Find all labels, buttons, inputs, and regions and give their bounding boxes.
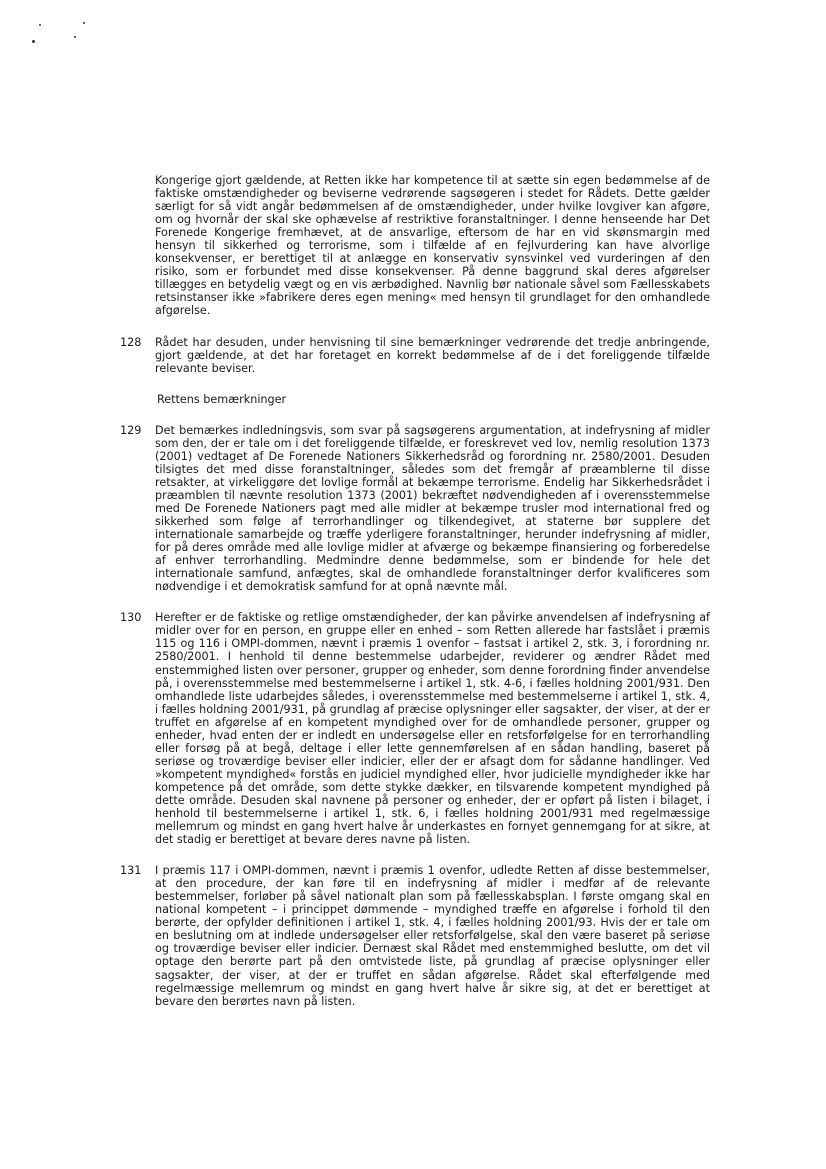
paragraph-129	[120, 424, 710, 594]
paragraph-text: Det bemærkes indledningsvis, som svar på sagsøgerens argumentation, at indefrysning af midler som den, der er tale om i det foreliggende tilfælde, er foreskrevet ved lov, nemlig resolution 1373 (2001) vedtaget af De Forenede Nationers Sikkerhedsråd og forordning nr. 2580/2001. Desuden tilsigtes det med disse foranstaltninger, således som det fremgår af præamblerne til disse retsakter, at virkeliggøre det lovlige formål at bekæmpe terrorisme. Endelig har Sikkerhedsrådet i præamblen til nævnte resolution 1373 (2001) bekræftet nødvendigheden af i overensstemmelse med De Forenede Nationers pagt med alle midler at bekæmpe trusler mod international fred og sikkerhed som følge af terrorhandlinger og tilkendegivet, at staterne bør supplere det internationale samarbejde og træffe yderligere foranstaltninger, herunder indefrysning af midler, for på deres område med alle lovlige midler at afværge og bekæmpe finansiering og forberedelse af enhver terrorhandling. Medmindre denne bedømmelse, som er bindende for hele det internationale samfund, anfægtes, skal de omhandlede foranstaltninger derfor kvalificeres som nødvendige i et demokratisk samfund for at opnå nævnte mål.	[155, 423, 710, 594]
paragraph-number: 129	[120, 423, 142, 437]
paragraph-number: 130	[120, 611, 142, 625]
paragraph-text: Herefter er de faktiske og retlige omstændigheder, der kan påvirke anvendelsen af indefrysning af midler over for en person, en gruppe eller en enhed – som Retten allerede har fastslået i præmis 115 og 116 i OMPI-dommen, nævnt i præmis 1 ovenfor – fastsat i artikel 2, stk. 3, i forordning nr. 2580/2001. I henhold til denne bestemmelse udarbejder, reviderer og ændrer Rådet med enstemmighed listen over personer, grupper og enheder, som denne forordning finder anvendelse på, i overensstemmelse med bestemmelserne i artikel 1, stk. 4-6, i fælles holdning 2001/931. Den omhandlede liste udarbejdes således, i overensstemmelse med bestemmelserne i artikel 1, stk. 4, i fælles holdning 2001/931, på grundlag af præcise oplysninger eller sagsakter, der viser, at der er truffet en afgørelse af en kompetent myndighed over for de omhandlede personer, grupper og enheder, hvad enten der er indledt en undersøgelse eller en retsforfølgelse for en terrorhandling eller forsøg på at begå, deltage i eller lette gennemførelsen af en sådan handling, baseret på seriøse og troværdige beviser eller indicier, eller der er afsagt dom for sådanne handlinger. Ved »kompetent myndighed« forstås en judiciel myndighed eller, hvor judicielle myndigheder ikke har kompetence på det område, som dette stykke dækker, en tilsvarende kompetent myndighed på dette område. Desuden skal navnene på personer og enheder, der er opført på listen i bilaget, i henhold til bestemmelserne i artikel 1, stk. 6, i fælles holdning 2001/931 med regelmæssige mellemrum og mindst en gang hvert halve år underkastes en fornyet gennemgang for at sikre, at det stadig er berettiget at bevare deres navne på listen.	[155, 611, 710, 847]
scan-speck	[39, 24, 41, 26]
paragraph-130	[120, 611, 710, 846]
paragraph-number: 128	[120, 335, 142, 349]
paragraph-number: 131	[120, 864, 142, 878]
paragraph-128	[120, 336, 710, 375]
paragraph-text: Kongerige gjort gældende, at Retten ikke har kompetence til at sætte sin egen bedømmelse af de faktiske omstændigheder og beviserne vedrørende sagsøgeren i stedet for Rådets. Dette gælder særligt for så vidt angår bedømmelsen af de omstændigheder, under hvilke lovgiver kan afgøre, om og hvornår der skal ske ophævelse af restriktive foranstaltninger. I denne henseende har Det Forenede Kongerige fremhævet, at de ansvarlige, eftersom de har en vid skønsmargin med hensyn til sikkerhed og terrorisme, som i tilfælde af en fejlvurdering kan have alvorlige konsekvenser, er berettiget til at anlægge en konservativ synsvinkel ved vurderingen af den risiko, som er forbundet med disse konsekvenser. På denne baggrund skal deres afgørelser tillægges en betydelig vægt og en vis ærbødighed. Navnlig bør nationale såvel som Fællesskabets retsinstanser ikke »fabrikere deres egen mening« med hensyn til grundlaget for den omhandlede afgørelse.	[155, 174, 710, 318]
scan-speck	[83, 22, 85, 24]
paragraph-text: I præmis 117 i OMPI-dommen, nævnt i præmis 1 ovenfor, udledte Retten af disse bestemmelser, at den procedure, der kan føre til en indefrysning af midler i medfør af de relevante bestemmelser, forløber på såvel nationalt plan som på fællesskabsplan. I første omgang skal en national kompetent – i princippet dømmende – myndighed træffe en afgørelse i forhold til den berørte, der opfylder definitionen i artikel 1, stk. 4, i fælles holdning 2001/93. Hvis der er tale om en beslutning om at indlede undersøgelser eller retsforfølgelse, skal den være baseret på seriøse og troværdige beviser eller indicier. Dernæst skal Rådet med enstemmighed beslutte, om det vil optage den berørte part på den omtvistede liste, på grundlag af præcise oplysninger eller sagsakter, der viser, at der er truffet en sådan afgørelse. Rådet skal efterfølgende med regelmæssige mellemrum og mindst en gang hvert halve år sikre sig, at det er berettiget at bevare den berørtes navn på listen.	[155, 864, 710, 1008]
scan-speck	[74, 36, 76, 38]
paragraph-text: Rådet har desuden, under henvisning til sine bemærkninger vedrørende det tredje anbringende, gjort gældende, at det har foretaget en korrekt bedømmelse af de i det foreliggende tilfælde relevante beviser.	[155, 335, 710, 375]
paragraph-131	[120, 864, 710, 1008]
scan-specks	[30, 18, 90, 48]
scan-speck	[32, 40, 35, 43]
document-body	[120, 174, 710, 1026]
section-heading: Rettens bemærkninger	[157, 392, 287, 406]
intro-paragraph	[120, 174, 710, 318]
